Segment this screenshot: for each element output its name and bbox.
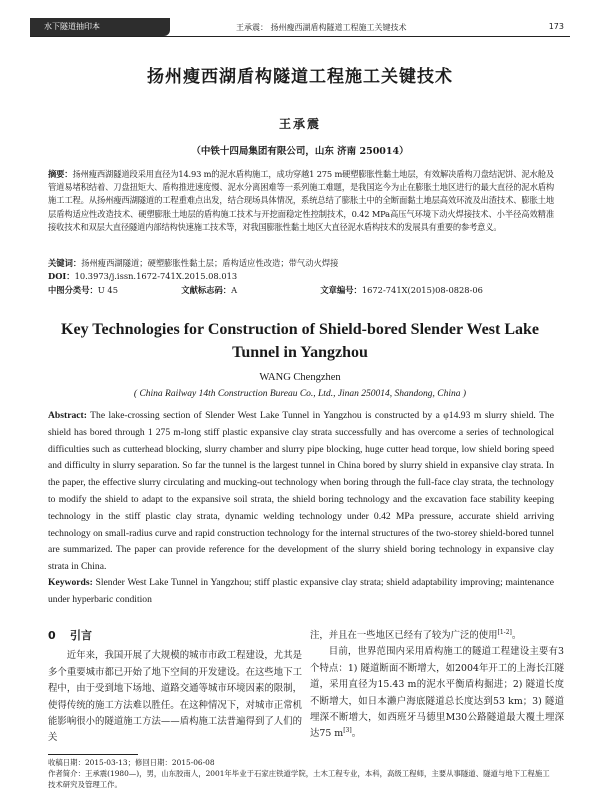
clc-value: U 45 <box>97 285 118 295</box>
clc-label: 中图分类号： <box>48 285 98 295</box>
english-abstract-text: The lake-crossing section of Slender West Lake Tunnel in Yangzhou is constructed by a φ14.93 m slurry shield. The shield has bored through 1 275 m-long stiff plastic expansive clay strata successfully and has overcome a series of technological difficulties such as cutterhead blocking, slurry chamber and slurry pipe blocking, huge cutter head torque, low shield boring speed and difficulty in slurry separation. So far the tunnel is the largest tunnel in China bored by slurry shield in expansive clay strata. In the paper, the effective slurry circulating and mucking-out technology when boring through the full-face clay strata, the technology to modify the shield to adapt to the expansive soil strata, the shield boring technology and the excavation face stability keeping technology in the stiff plastic clay strata, dynamic welding technology under 0.42 MPa pressure, accurate shield arriving technology on small-radius curve and rapid construction technology for the internal structures of the two-storey shield-bored tunnel are summarized. The paper can provide reference for the development of the slurry shield boring technology in expansive clay strata in China. <box>48 410 554 573</box>
english-title: Key Technologies for Construction of Shield-bored Slender West Lake Tunnel in Yangzhou <box>61 321 539 361</box>
english-abstract-label: Abstract: <box>48 410 87 421</box>
author-introduction: 作者简介：王承震(1980—)，男，山东胶南人，2001年毕业于石家庄铁道学院，土木工程专业，本科，高级工程师，主要从事隧道、隧道与地下工程施工技术研究及管理工作。 <box>48 769 550 789</box>
chinese-author: 王承震 <box>278 117 321 131</box>
english-abstract <box>48 408 554 576</box>
english-keywords-label: Keywords: <box>48 577 93 588</box>
doc-code-label: 文献标志码： <box>181 285 232 295</box>
doi-label: DOI： <box>48 271 75 281</box>
chinese-keywords-text: 扬州瘦西湖隧道；硬塑膨胀性黏土层；盾构适应性改造；带气动火焊接 <box>81 258 339 268</box>
body-left-column <box>48 628 302 747</box>
intro-paragraph-right-2-text: 目前，世界范围内采用盾构施工的隧道工程建设主要有3个特点：1) 隧道断面不断增大，如2004年开工的上海长江隧道，采用直径为15.43 m的泥水平衡盾构掘进；2) 隧道长度不断增大，如日本濑户海底隧道总长度达到53 km；3) 隧道埋深不断增大，如西班牙马德里M30公路隧道最大覆土埋深达75 m <box>310 646 564 740</box>
english-keywords <box>48 575 554 608</box>
article-no-label: 文章编号： <box>320 285 362 295</box>
running-title: 王承震： 扬州瘦西湖盾构隧道工程施工关键技术 <box>236 23 407 32</box>
chinese-title: 扬州瘦西湖盾构隧道工程施工关键技术 <box>147 67 453 87</box>
chinese-abstract-text: 扬州瘦西湖隧道段采用直径为14.93 m的泥水盾构施工，成功穿越1 275 m硬塑膨胀性黏土地层，有效解决盾构刀盘结泥饼、泥水舱及管道易堵积结着、刀盘扭矩大、盾构推进速度慢、泥水分离困难等一系列施工难题，是我国迄今为止在膨胀土地区进行的最大直径的泥水盾构施工工程。从扬州瘦西湖隧道的工程重难点出发，结合现场具体情况，系统总结了膨胀土中的全断面黏土地层高效环流及出渣技术、膨胀土地层盾构适应性改造技术、硬塑膨胀土地层的盾构施工技术与开挖面稳定性控制技术，0.42 MPa高压气环境下动火焊接技术、小半径高效精准接收技术和双层大直径隧道内部结构快速施工技术等，对我国膨胀性黏土地区大直径泥水盾构技术的发展具有重要的参考意义。 <box>48 169 554 232</box>
article-no-value: 1672-741X(2015)08-0828-06 <box>361 285 483 295</box>
received-dates: 收稿日期：2015-03-13；修回日期：2015-06-08 <box>48 758 215 767</box>
english-author: WANG Chengzhen <box>259 372 341 383</box>
chinese-abstract <box>48 168 554 234</box>
chinese-keywords <box>48 257 338 269</box>
footnote-rule <box>48 754 138 755</box>
journal-tab: 水下隧道抽印本 <box>30 18 170 36</box>
doi-text: 10.3973/j.issn.1672-741X.2015.08.013 <box>74 271 238 281</box>
doi-line <box>48 270 237 282</box>
footnote <box>48 757 554 790</box>
section-number: 0 <box>48 629 56 642</box>
page-number: 173 <box>548 22 564 31</box>
classification-line <box>48 284 483 296</box>
body-right-column <box>310 628 564 743</box>
chinese-affiliation: （中铁十四局集团有限公司，山东 济南 250014） <box>191 146 409 157</box>
chinese-keywords-label: 关键词： <box>48 258 82 268</box>
english-keywords-text: Slender West Lake Tunnel in Yangzhou; stiff plastic expansive clay strata; shield adaptability improving; maintenance under hyperbaric condition <box>48 577 554 605</box>
doc-code-value: A <box>231 285 238 295</box>
intro-paragraph-left: 近年来，我国开展了大规模的城市市政工程建设，尤其是多个重要城市都已开始了地下空间的开发建设。在这些地下工程中，由于受到地下场地、道路交通等城市环境因素的限制，使得传统的施工方法难以胜任。在这种情况下，对城市正常机能影响很小的隧道施工方法——盾构施工法普遍得到了人们的关 <box>48 650 302 744</box>
intro-paragraph-right-2: 目前，世界范围内采用盾构施工的隧道工程建设主要有3个特点：1) 隧道断面不断增大，如2004年开工的上海长江隧道，采用直径为15.43 m的泥水平衡盾构掘进；2) 隧道长度不断增大，如日本濑户海底隧道总长度达到53 km；3) 隧道埋深不断增大，如西班牙马德里M30公路隧道最大覆土埋深达75 m[3]。 <box>310 646 564 740</box>
chinese-abstract-label: 摘要： <box>48 169 73 179</box>
english-affiliation: ( China Railway 14th Construction Bureau Co., Ltd., Jinan 250014, Shandong, China ) <box>133 389 467 399</box>
header-rule <box>30 36 570 37</box>
intro-paragraph-right-1: 注，并且在一些地区已经有了较为广泛的使用[1-2]。 <box>310 628 522 641</box>
section-title: 引言 <box>70 629 92 642</box>
section-heading <box>48 628 302 644</box>
citation-ref-2: [3] <box>343 727 352 735</box>
intro-paragraph-right-1-text: 注，并且在一些地区已经有了较为广泛的使用 <box>310 630 498 641</box>
citation-ref-1: [1-2] <box>497 628 512 636</box>
